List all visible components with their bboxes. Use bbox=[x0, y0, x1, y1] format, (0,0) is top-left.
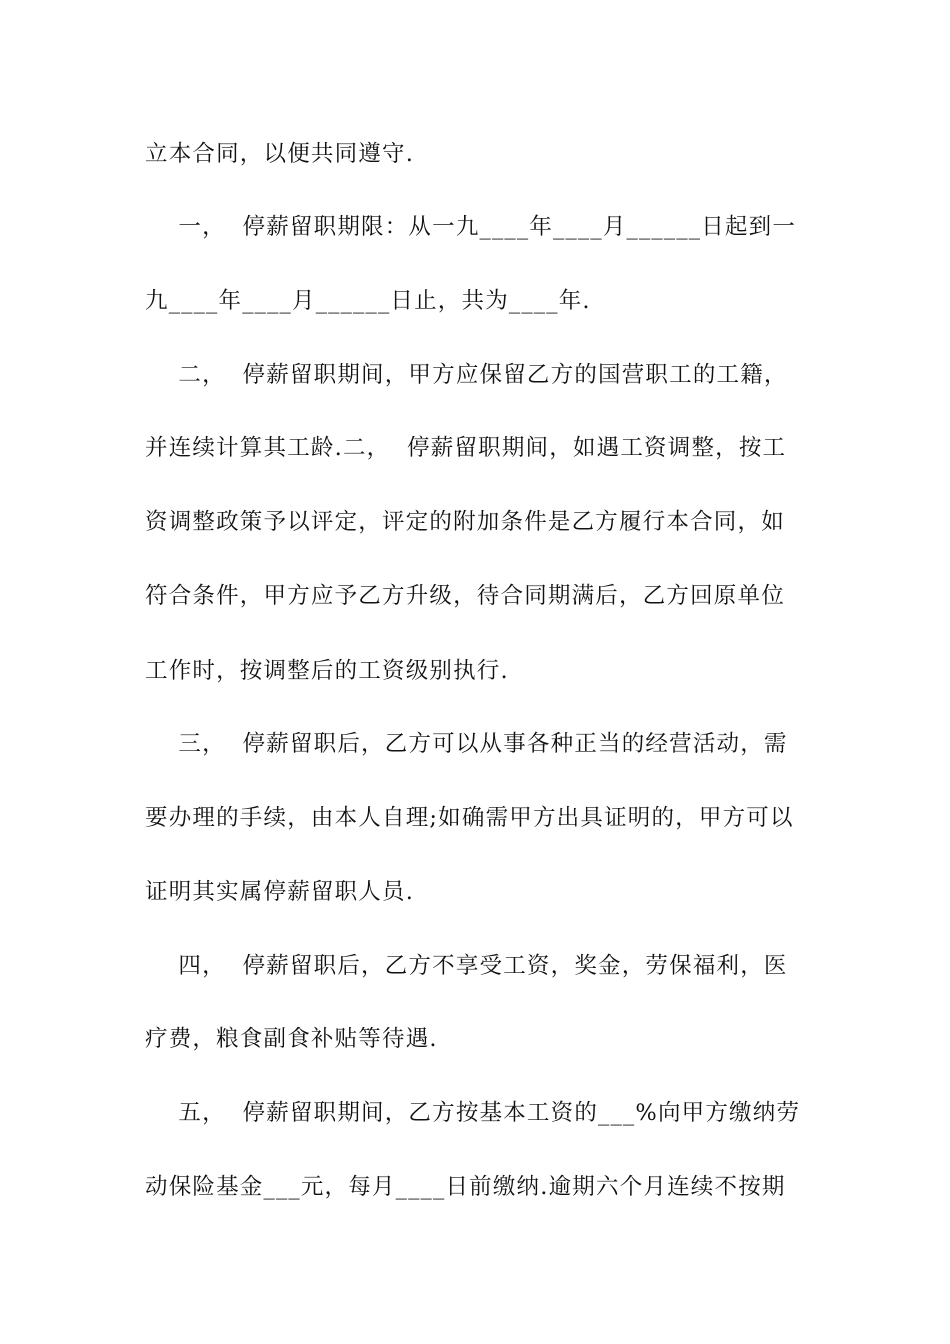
text-line-5: 并连续计算其工龄.二， 停薪留职期间，如遇工资调整，按工 bbox=[145, 435, 787, 461]
text-line-7: 符合条件，甲方应予乙方升级，待合同期满后，乙方回原单位 bbox=[145, 583, 785, 609]
text-line-8: 工作时，按调整后的工资级别执行. bbox=[145, 658, 509, 684]
text-line-10: 要办理的手续，由本人自理;如确需甲方出具证明的，甲方可以 bbox=[145, 805, 794, 831]
text-line-4: 二， 停薪留职期间，甲方应保留乙方的国营职工的工籍， bbox=[145, 362, 788, 388]
text-line-9: 三， 停薪留职后，乙方可以从事各种正当的经营活动，需 bbox=[145, 731, 788, 757]
text-line-2: 一， 停薪留职期限：从一九____年____月______日起到一 bbox=[145, 214, 797, 240]
text-line-12: 四， 停薪留职后，乙方不享受工资，奖金，劳保福利，医 bbox=[145, 953, 788, 979]
text-line-13: 疗费，粮食副食补贴等待遇. bbox=[145, 1026, 438, 1052]
text-line-3: 九____年____月______日止，共为____年. bbox=[145, 288, 591, 314]
text-line-14: 五， 停薪留职期间，乙方按基本工资的___%向甲方缴纳劳 bbox=[145, 1100, 801, 1126]
text-line-11: 证明其实属停薪留职人员. bbox=[145, 879, 415, 905]
text-line-6: 资调整政策予以评定，评定的附加条件是乙方履行本合同，如 bbox=[145, 509, 785, 535]
text-line-15: 动保险基金___元，每月____日前缴纳.逾期六个月连续不按期 bbox=[145, 1174, 786, 1200]
text-line-1: 立本合同，以便共同遵守. bbox=[145, 141, 415, 167]
